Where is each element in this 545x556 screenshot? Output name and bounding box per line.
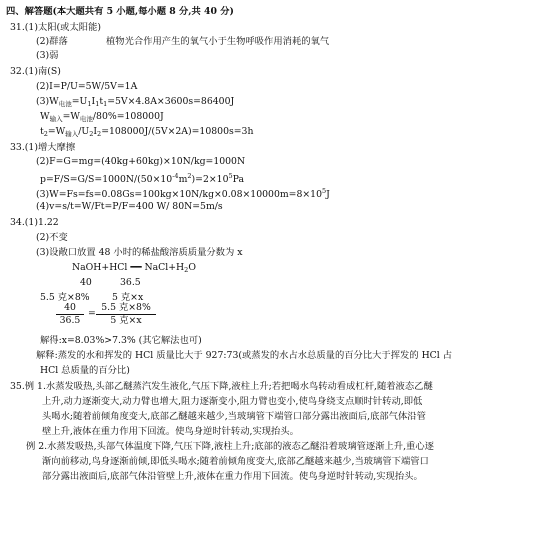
q35-example1-line-4: 壁上升,液体在重力作用下回流。使鸟身逆时针转动,实现抬头。 — [42, 426, 299, 437]
q33-line-4: $(3)W=Fs=fs=0.08Gs=100kg\times 10N/kg\times 0.08\times 10000m=8\times 10^5J$ — [36, 187, 330, 200]
q31-line-2-label: (2)群落 — [36, 36, 68, 47]
molar-mass-hcl: 36.5 — [120, 277, 141, 288]
q33-line-5: (4)v=s/t=W/Ft=P/F=400 W/ 80N=5m/s — [36, 201, 223, 212]
q35-example1-line-2: 上升,动力逐渐变大,动力臂也增大,阻力逐渐变小,阻力臂也变小,使鸟身绕支点顺时针转动,即低 — [42, 396, 423, 407]
q35-example1-line-3: 头喝水;随着前倾角度变大,底部乙醚越来越少,当玻璃管下端管口部分露出液面后,底部气体沿管 — [42, 411, 426, 422]
q34-solution: 解得:x=8.03%>7.3% (其它解法也可) — [40, 335, 202, 346]
q34-explanation-2: HCl 总质量的百分比) — [40, 365, 130, 376]
q32-line-4: $W_{输入}=W_{电池}/80\%=108000J$ — [40, 111, 164, 123]
q34-line-3: (3)设敞口放置 48 小时的稀盐酸溶质质量分数为 x — [36, 247, 243, 258]
q35-example2-line-2: 渐向前移动,鸟身逐渐前倾,即低头喝水;随着前倾角度变大,底部乙醚越来越少,当玻璃管下端管口 — [42, 456, 429, 467]
reacting-mass-hcl: 5 克×x — [112, 292, 144, 303]
q34-explanation-1: 解释:蒸发的水和挥发的 HCl 质量比大于 927:73(或蒸发的水占水总质量的百分比大于挥发的 HCl 占 — [36, 350, 453, 361]
reacting-mass-naoh: 5.5 克×8% — [40, 292, 90, 303]
q34-line-1: 34.(1)1.22 — [10, 217, 59, 228]
fraction-left: $\frac{40}{36.5}$ — [56, 302, 84, 327]
q33-line-3: $p=F/S=G/S=1000N/(50\times 10^{-4}m^2)=2\times 10^5Pa$ — [40, 172, 245, 185]
q32-line-3: $(3)W_{电池}=U_1I_1t_1=5V\times 4.8A\times 3600s=86400J$ — [36, 96, 235, 108]
q35-example2-line-1: 例 2.水蒸发吸热,头部气体温度下降,气压下降,液柱上升;底部的液态乙醚沿着玻璃管逐渐上升,重心逐 — [26, 441, 434, 452]
q32-line-5: $t_2=W_{输入}/U_2I_2=108000J/(5V\times 2A)=10800s=3h$ — [40, 126, 254, 138]
q33-line-2: (2)F=G=mg=(40kg+60kg)×10N/kg=1000N — [36, 156, 246, 167]
q35-example2-line-3: 部分露出液面后,底部气体沿管壁上升,液体在重力作用下回流。使鸟身逆时针转动,实现抬头。 — [42, 471, 423, 482]
q35-example1-line-1: 35.例 1.水蒸发吸热,头部乙醚蒸汽发生液化,气压下降,液柱上升;若把喝水鸟转动看成杠杆,随着液态乙醚 — [10, 381, 433, 392]
section-header: 四、解答题(本大题共有 5 小题,每小题 8 分,共 40 分) — [6, 6, 234, 17]
q32-line-2: (2)I=P/U=5W/5V=1A — [36, 81, 138, 92]
q31-line-1: 31.(1)太阳(或太阳能) — [10, 22, 101, 33]
equals-sign: = — [88, 308, 96, 319]
molar-mass-naoh: 40 — [80, 277, 92, 288]
q31-line-3: (3)弱 — [36, 50, 59, 61]
q31-line-2-text: 植物光合作用产生的氧气小于生物呼吸作用消耗的氧气 — [106, 36, 330, 47]
q33-line-1: 33.(1)增大摩擦 — [10, 142, 76, 153]
chemical-equation: NaOH+HCl ━━ $NaCl+H_2O$ — [72, 262, 196, 274]
fraction-right: 5.5 克×8% 5 克×x — [96, 302, 156, 327]
q34-line-2: (2)不变 — [36, 232, 68, 243]
q32-line-1: 32.(1)南(S) — [10, 66, 61, 77]
